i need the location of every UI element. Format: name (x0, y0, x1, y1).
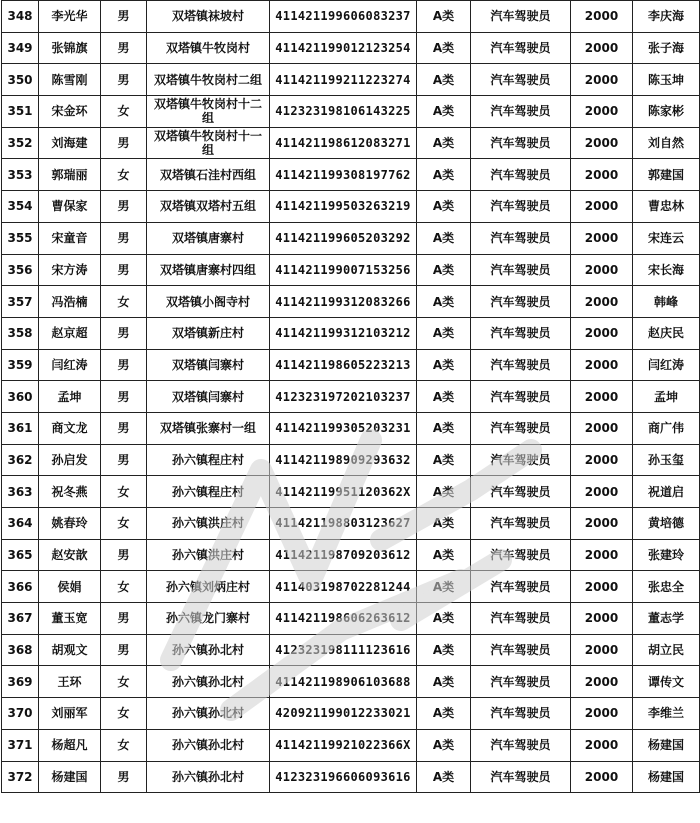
table-row (2, 159, 700, 191)
cell-seq: 351 (2, 96, 39, 128)
cell-address: 双塔镇袜坡村 (147, 1, 270, 33)
cell-seq: 367 (2, 603, 39, 635)
cell-job: 汽车驾驶员 (471, 603, 571, 635)
cell-gender: 男 (101, 349, 147, 381)
cell-seq: 357 (2, 286, 39, 318)
cell-seq: 365 (2, 539, 39, 571)
cell-amount: 2000 (571, 1, 633, 33)
cell-id-number: 411421198612083271 (270, 127, 417, 159)
cell-gender: 男 (101, 1, 147, 33)
cell-name: 刘丽军 (39, 698, 101, 730)
cell-category: A类 (417, 64, 471, 96)
cell-id-number: 411421198605223213 (270, 349, 417, 381)
cell-id-number: 412323198106143225 (270, 96, 417, 128)
cell-seq: 356 (2, 254, 39, 286)
cell-id-number: 411421199503263219 (270, 191, 417, 223)
cell-gender: 女 (101, 286, 147, 318)
cell-category: A类 (417, 666, 471, 698)
table-row (2, 603, 700, 635)
cell-amount: 2000 (571, 761, 633, 793)
cell-address: 双塔镇牛牧岗村 (147, 32, 270, 64)
cell-payee: 杨建国 (633, 729, 700, 761)
cell-category: A类 (417, 476, 471, 508)
cell-category: A类 (417, 317, 471, 349)
table-row (2, 381, 700, 413)
table-row (2, 286, 700, 318)
cell-amount: 2000 (571, 286, 633, 318)
cell-job: 汽车驾驶员 (471, 508, 571, 540)
cell-address: 双塔镇新庄村 (147, 317, 270, 349)
cell-name: 陈雪刚 (39, 64, 101, 96)
cell-category: A类 (417, 508, 471, 540)
cell-payee: 宋长海 (633, 254, 700, 286)
table-row (2, 222, 700, 254)
cell-seq: 353 (2, 159, 39, 191)
cell-category: A类 (417, 222, 471, 254)
cell-amount: 2000 (571, 729, 633, 761)
cell-job: 汽车驾驶员 (471, 64, 571, 96)
cell-name: 杨建国 (39, 761, 101, 793)
cell-gender: 女 (101, 96, 147, 128)
cell-seq: 372 (2, 761, 39, 793)
cell-id-number: 411403198702281244 (270, 571, 417, 603)
cell-payee: 胡立民 (633, 634, 700, 666)
cell-job: 汽车驾驶员 (471, 539, 571, 571)
cell-name: 曹保家 (39, 191, 101, 223)
cell-seq: 371 (2, 729, 39, 761)
cell-payee: 陈家彬 (633, 96, 700, 128)
cell-category: A类 (417, 349, 471, 381)
cell-job: 汽车驾驶员 (471, 571, 571, 603)
cell-amount: 2000 (571, 381, 633, 413)
cell-job: 汽车驾驶员 (471, 761, 571, 793)
cell-job: 汽车驾驶员 (471, 286, 571, 318)
roster-table (1, 0, 700, 793)
table-row (2, 539, 700, 571)
cell-gender: 男 (101, 127, 147, 159)
cell-amount: 2000 (571, 571, 633, 603)
cell-gender: 男 (101, 539, 147, 571)
cell-payee: 祝道启 (633, 476, 700, 508)
cell-id-number: 411421198709203612 (270, 539, 417, 571)
cell-name: 杨超凡 (39, 729, 101, 761)
cell-payee: 黄培德 (633, 508, 700, 540)
cell-id-number: 411421199012123254 (270, 32, 417, 64)
cell-address: 孙六镇龙门寨村 (147, 603, 270, 635)
cell-amount: 2000 (571, 64, 633, 96)
cell-payee: 孙玉玺 (633, 444, 700, 476)
cell-address: 双塔镇双塔村五组 (147, 191, 270, 223)
cell-gender: 女 (101, 666, 147, 698)
cell-name: 宋方涛 (39, 254, 101, 286)
cell-id-number: 41142119951120362X (270, 476, 417, 508)
cell-category: A类 (417, 254, 471, 286)
cell-job: 汽车驾驶员 (471, 127, 571, 159)
table-row (2, 476, 700, 508)
cell-name: 冯浩楠 (39, 286, 101, 318)
cell-category: A类 (417, 286, 471, 318)
cell-amount: 2000 (571, 222, 633, 254)
cell-amount: 2000 (571, 603, 633, 635)
table-row (2, 508, 700, 540)
cell-category: A类 (417, 729, 471, 761)
cell-job: 汽车驾驶员 (471, 729, 571, 761)
cell-address: 双塔镇闫寨村 (147, 381, 270, 413)
cell-seq: 362 (2, 444, 39, 476)
cell-name: 张锦旗 (39, 32, 101, 64)
cell-gender: 女 (101, 508, 147, 540)
table-row (2, 571, 700, 603)
cell-category: A类 (417, 1, 471, 33)
cell-address: 双塔镇牛牧岗村十二组 (147, 96, 270, 128)
cell-seq: 348 (2, 1, 39, 33)
cell-payee: 孟坤 (633, 381, 700, 413)
cell-id-number: 411421198906103688 (270, 666, 417, 698)
cell-gender: 男 (101, 761, 147, 793)
table-row (2, 254, 700, 286)
cell-payee: 杨建国 (633, 761, 700, 793)
table-row (2, 444, 700, 476)
table-row (2, 32, 700, 64)
cell-id-number: 41142119921022366X (270, 729, 417, 761)
cell-payee: 李庆海 (633, 1, 700, 33)
table-row (2, 634, 700, 666)
cell-job: 汽车驾驶员 (471, 634, 571, 666)
cell-category: A类 (417, 444, 471, 476)
cell-id-number: 412323196606093616 (270, 761, 417, 793)
cell-category: A类 (417, 32, 471, 64)
cell-id-number: 411421199312083266 (270, 286, 417, 318)
cell-name: 王环 (39, 666, 101, 698)
cell-job: 汽车驾驶员 (471, 96, 571, 128)
cell-gender: 男 (101, 64, 147, 96)
cell-job: 汽车驾驶员 (471, 32, 571, 64)
cell-category: A类 (417, 96, 471, 128)
cell-seq: 368 (2, 634, 39, 666)
cell-seq: 358 (2, 317, 39, 349)
cell-address: 孙六镇洪庄村 (147, 508, 270, 540)
roster-body (2, 1, 700, 793)
cell-seq: 366 (2, 571, 39, 603)
cell-amount: 2000 (571, 476, 633, 508)
cell-name: 祝冬燕 (39, 476, 101, 508)
cell-category: A类 (417, 761, 471, 793)
table-row (2, 96, 700, 128)
cell-seq: 359 (2, 349, 39, 381)
cell-name: 侯娟 (39, 571, 101, 603)
cell-job: 汽车驾驶员 (471, 159, 571, 191)
cell-name: 赵京超 (39, 317, 101, 349)
cell-job: 汽车驾驶员 (471, 222, 571, 254)
table-row (2, 191, 700, 223)
cell-amount: 2000 (571, 159, 633, 191)
cell-address: 孙六镇孙北村 (147, 634, 270, 666)
cell-gender: 女 (101, 729, 147, 761)
cell-gender: 男 (101, 222, 147, 254)
table-row (2, 64, 700, 96)
cell-name: 董玉宽 (39, 603, 101, 635)
cell-id-number: 411421199312103212 (270, 317, 417, 349)
cell-seq: 355 (2, 222, 39, 254)
cell-amount: 2000 (571, 666, 633, 698)
cell-id-number: 420921199012233021 (270, 698, 417, 730)
cell-amount: 2000 (571, 634, 633, 666)
cell-payee: 陈玉坤 (633, 64, 700, 96)
cell-name: 胡观文 (39, 634, 101, 666)
cell-payee: 商广伟 (633, 412, 700, 444)
cell-payee: 张建玲 (633, 539, 700, 571)
cell-seq: 364 (2, 508, 39, 540)
cell-payee: 宋连云 (633, 222, 700, 254)
cell-name: 姚春玲 (39, 508, 101, 540)
cell-name: 宋金环 (39, 96, 101, 128)
cell-id-number: 411421198909293632 (270, 444, 417, 476)
cell-address: 孙六镇孙北村 (147, 761, 270, 793)
cell-job: 汽车驾驶员 (471, 254, 571, 286)
cell-amount: 2000 (571, 254, 633, 286)
cell-id-number: 411421199308197762 (270, 159, 417, 191)
cell-payee: 闫红涛 (633, 349, 700, 381)
cell-gender: 男 (101, 254, 147, 286)
cell-payee: 谭传文 (633, 666, 700, 698)
cell-amount: 2000 (571, 444, 633, 476)
cell-id-number: 412323197202103237 (270, 381, 417, 413)
cell-payee: 张子海 (633, 32, 700, 64)
cell-seq: 352 (2, 127, 39, 159)
cell-job: 汽车驾驶员 (471, 698, 571, 730)
cell-id-number: 411421199606083237 (270, 1, 417, 33)
cell-payee: 董志学 (633, 603, 700, 635)
cell-amount: 2000 (571, 127, 633, 159)
table-row (2, 127, 700, 159)
cell-name: 宋童音 (39, 222, 101, 254)
cell-seq: 361 (2, 412, 39, 444)
table-row (2, 729, 700, 761)
cell-gender: 男 (101, 634, 147, 666)
table-row (2, 317, 700, 349)
cell-name: 孙启发 (39, 444, 101, 476)
cell-id-number: 411421199211223274 (270, 64, 417, 96)
cell-name: 赵安歆 (39, 539, 101, 571)
cell-job: 汽车驾驶员 (471, 1, 571, 33)
cell-payee: 韩峰 (633, 286, 700, 318)
table-row (2, 349, 700, 381)
cell-payee: 刘自然 (633, 127, 700, 159)
cell-address: 双塔镇小阁寺村 (147, 286, 270, 318)
cell-address: 双塔镇闫寨村 (147, 349, 270, 381)
cell-payee: 郭建国 (633, 159, 700, 191)
cell-payee: 赵庆民 (633, 317, 700, 349)
cell-seq: 350 (2, 64, 39, 96)
cell-seq: 369 (2, 666, 39, 698)
roster-sheet (1, 0, 699, 793)
cell-address: 孙六镇刘炳庄村 (147, 571, 270, 603)
cell-amount: 2000 (571, 96, 633, 128)
cell-gender: 男 (101, 412, 147, 444)
cell-address: 双塔镇唐寨村 (147, 222, 270, 254)
cell-amount: 2000 (571, 698, 633, 730)
cell-id-number: 411421199605203292 (270, 222, 417, 254)
cell-gender: 男 (101, 32, 147, 64)
cell-category: A类 (417, 634, 471, 666)
cell-gender: 女 (101, 159, 147, 191)
cell-address: 孙六镇孙北村 (147, 698, 270, 730)
cell-seq: 354 (2, 191, 39, 223)
cell-address: 双塔镇张寨村一组 (147, 412, 270, 444)
cell-job: 汽车驾驶员 (471, 412, 571, 444)
cell-name: 商文龙 (39, 412, 101, 444)
cell-gender: 女 (101, 698, 147, 730)
cell-amount: 2000 (571, 349, 633, 381)
cell-address: 双塔镇石洼村西组 (147, 159, 270, 191)
cell-gender: 男 (101, 381, 147, 413)
cell-name: 李光华 (39, 1, 101, 33)
cell-name: 刘海建 (39, 127, 101, 159)
cell-amount: 2000 (571, 317, 633, 349)
cell-job: 汽车驾驶员 (471, 381, 571, 413)
cell-id-number: 411421198803123627 (270, 508, 417, 540)
cell-seq: 363 (2, 476, 39, 508)
cell-address: 孙六镇程庄村 (147, 476, 270, 508)
cell-category: A类 (417, 603, 471, 635)
cell-address: 双塔镇唐寨村四组 (147, 254, 270, 286)
cell-amount: 2000 (571, 508, 633, 540)
cell-category: A类 (417, 412, 471, 444)
cell-gender: 男 (101, 444, 147, 476)
cell-gender: 男 (101, 317, 147, 349)
cell-job: 汽车驾驶员 (471, 317, 571, 349)
cell-category: A类 (417, 539, 471, 571)
cell-id-number: 411421199007153256 (270, 254, 417, 286)
cell-category: A类 (417, 191, 471, 223)
cell-job: 汽车驾驶员 (471, 349, 571, 381)
cell-address: 孙六镇程庄村 (147, 444, 270, 476)
cell-category: A类 (417, 381, 471, 413)
table-row (2, 761, 700, 793)
table-row (2, 1, 700, 33)
cell-payee: 曹忠林 (633, 191, 700, 223)
table-row (2, 698, 700, 730)
cell-name: 郭瑞丽 (39, 159, 101, 191)
cell-id-number: 411421198606263612 (270, 603, 417, 635)
cell-amount: 2000 (571, 412, 633, 444)
cell-job: 汽车驾驶员 (471, 191, 571, 223)
cell-seq: 360 (2, 381, 39, 413)
cell-address: 双塔镇牛牧岗村二组 (147, 64, 270, 96)
cell-job: 汽车驾驶员 (471, 666, 571, 698)
cell-payee: 李维兰 (633, 698, 700, 730)
cell-amount: 2000 (571, 539, 633, 571)
table-row (2, 412, 700, 444)
cell-gender: 女 (101, 476, 147, 508)
cell-gender: 男 (101, 603, 147, 635)
cell-payee: 张忠全 (633, 571, 700, 603)
cell-id-number: 412323198111123616 (270, 634, 417, 666)
cell-address: 孙六镇孙北村 (147, 729, 270, 761)
cell-name: 孟坤 (39, 381, 101, 413)
cell-name: 闫红涛 (39, 349, 101, 381)
cell-seq: 370 (2, 698, 39, 730)
cell-amount: 2000 (571, 191, 633, 223)
cell-address: 孙六镇孙北村 (147, 666, 270, 698)
cell-seq: 349 (2, 32, 39, 64)
cell-category: A类 (417, 698, 471, 730)
cell-category: A类 (417, 127, 471, 159)
cell-job: 汽车驾驶员 (471, 444, 571, 476)
cell-job: 汽车驾驶员 (471, 476, 571, 508)
cell-address: 双塔镇牛牧岗村十一组 (147, 127, 270, 159)
cell-id-number: 411421199305203231 (270, 412, 417, 444)
cell-gender: 女 (101, 571, 147, 603)
cell-address: 孙六镇洪庄村 (147, 539, 270, 571)
table-row (2, 666, 700, 698)
cell-category: A类 (417, 571, 471, 603)
cell-gender: 男 (101, 191, 147, 223)
cell-category: A类 (417, 159, 471, 191)
cell-amount: 2000 (571, 32, 633, 64)
